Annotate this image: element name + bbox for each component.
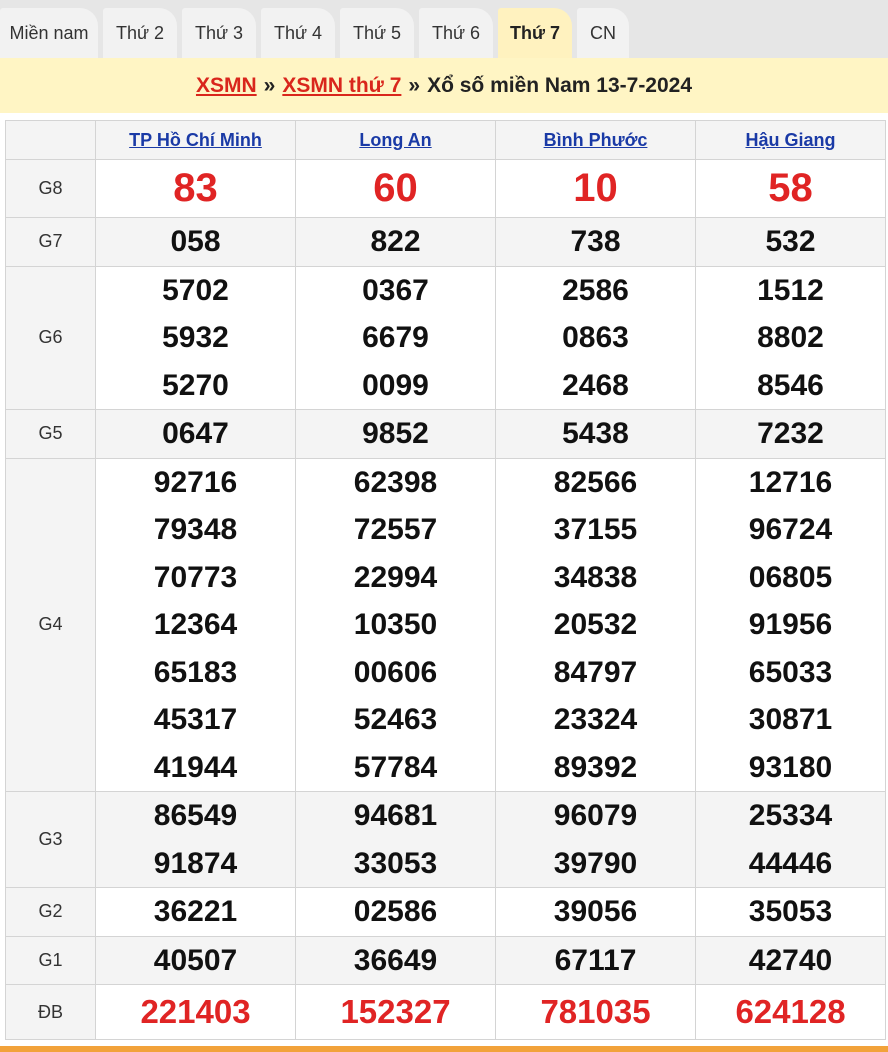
prize-row-g1 xyxy=(6,936,886,985)
prize-number: 93180 xyxy=(748,750,833,784)
prize-number: 96724 xyxy=(748,513,833,546)
prize-cell xyxy=(496,266,696,410)
prize-number: 36221 xyxy=(153,895,238,928)
prize-number: 8546 xyxy=(757,368,824,402)
prize-cell xyxy=(696,985,886,1040)
prize-cell xyxy=(296,888,496,937)
tab-4[interactable]: Thứ 5 xyxy=(340,8,414,58)
prize-cell xyxy=(696,218,886,267)
prize-number: 0367 xyxy=(362,273,429,307)
prize-row-g5 xyxy=(6,410,886,459)
tab-0[interactable]: Miền nam xyxy=(0,8,98,58)
prize-number: 36649 xyxy=(353,943,438,977)
prize-cell xyxy=(496,458,696,792)
prize-number: 9852 xyxy=(362,417,429,450)
prize-number: 62398 xyxy=(353,465,438,499)
prize-number: 39056 xyxy=(553,895,638,928)
prize-number: 30871 xyxy=(748,703,833,736)
results-table xyxy=(5,120,886,1040)
prize-cell xyxy=(96,792,296,888)
prize-cell xyxy=(96,410,296,459)
prize-number: 2586 xyxy=(562,273,629,307)
prize-number: 6679 xyxy=(362,321,429,354)
prize-number: 8802 xyxy=(757,321,824,354)
prize-number: 82566 xyxy=(553,465,638,499)
prize-cell xyxy=(296,792,496,888)
prize-number: 91956 xyxy=(748,608,833,641)
prize-cell xyxy=(96,266,296,410)
prize-label: G1 xyxy=(6,936,96,985)
prize-number: 41944 xyxy=(153,750,238,784)
prize-number: 5270 xyxy=(162,368,229,402)
prize-cell xyxy=(696,936,886,985)
prize-number: 781035 xyxy=(540,993,651,1030)
prize-row-đb xyxy=(6,985,886,1040)
prize-cell xyxy=(296,985,496,1040)
prize-number: 532 xyxy=(765,225,816,258)
prize-label: G8 xyxy=(6,160,96,218)
prize-number: 57784 xyxy=(353,750,438,784)
prize-number: 60 xyxy=(373,166,418,210)
prize-row-g3 xyxy=(6,792,886,888)
province-header xyxy=(296,121,496,160)
prize-number: 45317 xyxy=(153,703,238,736)
province-header xyxy=(96,121,296,160)
day-tabs xyxy=(0,0,888,58)
prize-number: 83 xyxy=(173,166,218,210)
prize-cell xyxy=(696,266,886,410)
prize-row-g2 xyxy=(6,888,886,937)
prize-cell xyxy=(96,985,296,1040)
tab-1[interactable]: Thứ 2 xyxy=(103,8,177,58)
breadcrumb-separator: » xyxy=(263,73,276,97)
prize-number: 79348 xyxy=(153,513,238,546)
province-link-long-an[interactable]: Long An xyxy=(359,129,432,150)
prize-cell xyxy=(496,888,696,937)
prize-number: 70773 xyxy=(153,560,238,594)
province-link-hau-giang[interactable]: Hậu Giang xyxy=(745,129,836,150)
prize-label: G5 xyxy=(6,410,96,459)
prize-row-g8 xyxy=(6,160,886,218)
prize-cell xyxy=(696,792,886,888)
prize-cell xyxy=(496,218,696,267)
breadcrumb-link-xsmn-thu-7[interactable]: XSMN thứ 7 xyxy=(282,73,402,97)
prize-number: 221403 xyxy=(140,993,251,1030)
prize-number: 91874 xyxy=(153,846,238,880)
prize-number: 10 xyxy=(573,166,618,210)
breadcrumb xyxy=(0,58,888,113)
prize-number: 37155 xyxy=(553,513,638,546)
tab-3[interactable]: Thứ 4 xyxy=(261,8,335,58)
prize-number: 20532 xyxy=(553,608,638,641)
prize-cell xyxy=(296,410,496,459)
prize-cell xyxy=(96,160,296,218)
prize-number: 0863 xyxy=(562,321,629,354)
prize-number: 06805 xyxy=(748,560,833,594)
page-title: Xổ số miền Nam 13-7-2024 xyxy=(427,73,693,97)
prize-number: 738 xyxy=(570,225,621,258)
prize-cell xyxy=(496,410,696,459)
prize-number: 96079 xyxy=(553,799,638,832)
prize-label: G3 xyxy=(6,792,96,888)
prize-number: 72557 xyxy=(353,513,438,546)
prize-number: 65033 xyxy=(748,655,833,689)
prize-cell xyxy=(96,888,296,937)
tab-2[interactable]: Thứ 3 xyxy=(182,8,256,58)
prize-number: 822 xyxy=(370,225,421,258)
prize-cell xyxy=(96,458,296,792)
prize-label: G4 xyxy=(6,458,96,792)
prize-number: 33053 xyxy=(353,846,438,880)
prize-row-g6 xyxy=(6,266,886,410)
prize-number: 44446 xyxy=(748,846,833,880)
prize-number: 22994 xyxy=(353,560,438,594)
prize-number: 152327 xyxy=(340,993,451,1030)
prize-number: 92716 xyxy=(153,465,238,499)
prize-label: ĐB xyxy=(6,985,96,1040)
prize-number: 94681 xyxy=(353,799,438,832)
prize-cell xyxy=(696,160,886,218)
tab-7[interactable]: CN xyxy=(577,8,629,58)
prize-number: 89392 xyxy=(553,750,638,784)
prize-number: 65183 xyxy=(153,655,238,689)
prize-cell xyxy=(696,410,886,459)
prize-cell xyxy=(96,218,296,267)
tab-5[interactable]: Thứ 6 xyxy=(419,8,493,58)
tab-6[interactable]: Thứ 7 xyxy=(498,8,572,58)
prize-cell xyxy=(496,936,696,985)
prize-cell xyxy=(496,985,696,1040)
prize-cell xyxy=(296,266,496,410)
province-link-hcm[interactable]: TP Hồ Chí Minh xyxy=(129,129,262,150)
prize-cell xyxy=(696,888,886,937)
prize-number: 42740 xyxy=(748,943,833,977)
prize-number: 5438 xyxy=(562,417,629,450)
prize-number: 1512 xyxy=(757,273,824,307)
prize-number: 0647 xyxy=(162,417,229,450)
prize-number: 84797 xyxy=(553,655,638,689)
prize-number: 2468 xyxy=(562,368,629,402)
prize-number: 5932 xyxy=(162,321,229,354)
prize-number: 12364 xyxy=(153,608,238,641)
prize-cell xyxy=(696,458,886,792)
prize-number: 40507 xyxy=(153,943,238,977)
prize-row-g4 xyxy=(6,458,886,792)
breadcrumb-link-xsmn[interactable]: XSMN xyxy=(195,73,257,97)
prize-number: 624128 xyxy=(735,993,846,1030)
prize-number: 02586 xyxy=(353,895,438,928)
prize-number: 00606 xyxy=(353,655,438,689)
prize-number: 58 xyxy=(768,166,813,210)
prize-number: 12716 xyxy=(748,465,833,499)
prize-cell xyxy=(496,792,696,888)
prize-number: 23324 xyxy=(553,703,638,736)
breadcrumb-separator: » xyxy=(408,73,421,97)
bottom-divider xyxy=(0,1046,888,1052)
prize-number: 86549 xyxy=(153,799,238,832)
prize-label: G6 xyxy=(6,266,96,410)
prize-number: 39790 xyxy=(553,846,638,880)
prize-label: G7 xyxy=(6,218,96,267)
table-header-row xyxy=(6,121,886,160)
province-link-binh-phuoc[interactable]: Bình Phước xyxy=(543,129,648,150)
prize-cell xyxy=(296,936,496,985)
prize-number: 35053 xyxy=(748,895,833,928)
prize-number: 5702 xyxy=(162,273,229,307)
header-corner xyxy=(6,121,96,160)
prize-cell xyxy=(96,936,296,985)
prize-number: 7232 xyxy=(757,417,824,450)
prize-cell xyxy=(296,160,496,218)
prize-number: 67117 xyxy=(554,943,637,977)
province-header xyxy=(496,121,696,160)
prize-label: G2 xyxy=(6,888,96,937)
prize-number: 058 xyxy=(170,225,221,258)
prize-number: 25334 xyxy=(748,799,833,832)
prize-cell xyxy=(296,218,496,267)
prize-cell xyxy=(496,160,696,218)
prize-number: 0099 xyxy=(362,368,429,402)
prize-number: 52463 xyxy=(353,703,438,736)
prize-row-g7 xyxy=(6,218,886,267)
prize-number: 34838 xyxy=(553,560,638,594)
prize-number: 10350 xyxy=(353,608,438,641)
prize-cell xyxy=(296,458,496,792)
province-header xyxy=(696,121,886,160)
